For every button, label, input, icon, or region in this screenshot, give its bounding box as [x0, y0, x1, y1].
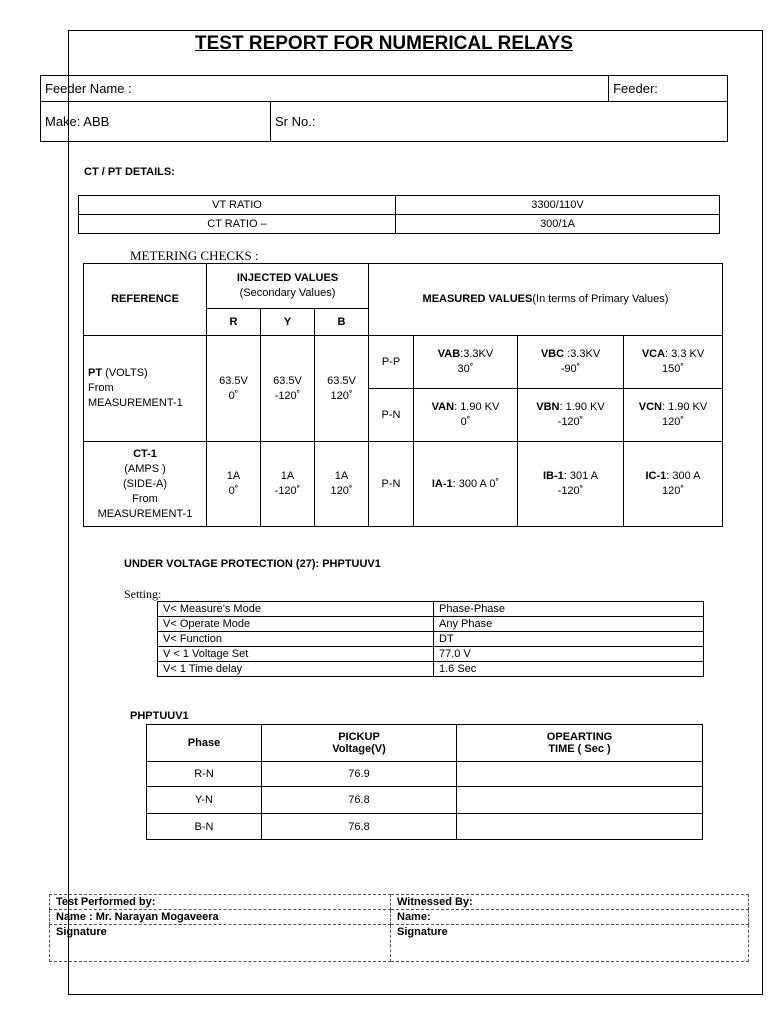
- witness-signature: Signature: [391, 925, 749, 962]
- pickup-table: [146, 724, 703, 840]
- feeder-header-table: [40, 75, 728, 142]
- vbc-value: VBC :3.3KV -90˚: [518, 336, 624, 389]
- witnessed-by: Witnessed By:: [391, 895, 749, 910]
- vt-ratio-label: VT RATIO: [79, 196, 396, 215]
- table-row: V< Measure’s Mode Phase-Phase: [158, 602, 704, 617]
- sr-no-cell: Sr No.:: [271, 102, 728, 142]
- metering-table: [83, 263, 723, 527]
- injected-title: INJECTED VALUES: [236, 272, 339, 284]
- table-row: V< Function DT: [158, 632, 704, 647]
- pt-b-value: 63.5V 120˚: [315, 336, 369, 442]
- ct-label: CT-1: [133, 447, 157, 460]
- vbn-value: VBN: 1.90 KV -120˚: [518, 389, 624, 442]
- performer-signature: Signature: [50, 925, 391, 962]
- vt-ratio-value: 3300/110V: [396, 196, 720, 215]
- feeder-cell: Feeder:: [609, 76, 728, 102]
- pickup-heading: PHPTUUV1: [130, 710, 189, 722]
- feeder-name-cell: Feeder Name :: [41, 76, 609, 102]
- pt-unit: (VOLTS): [102, 367, 148, 379]
- pt-reference: [84, 336, 207, 442]
- vab-value: VAB:3.3KV 30˚: [414, 336, 518, 389]
- make-cell: Make: ABB: [41, 102, 271, 142]
- pt-from: From: [88, 382, 114, 394]
- measured-header: [369, 264, 723, 336]
- vca-value: VCA: 3.3 KV 150˚: [624, 336, 723, 389]
- ia-value: IA-1: 300 A 0˚: [414, 442, 518, 527]
- pp-label: P-P: [369, 336, 414, 389]
- pn-label: P-N: [369, 389, 414, 442]
- injected-subtitle: (Secondary Values): [239, 287, 336, 299]
- ct-r-value: 1A 0˚: [207, 442, 261, 527]
- injected-header: [207, 264, 369, 309]
- y-header: Y: [261, 309, 315, 336]
- ctpt-table: [78, 195, 720, 234]
- ct-y-value: 1A -120˚: [261, 442, 315, 527]
- signoff-table: [49, 894, 749, 962]
- reference-header: REFERENCE: [84, 264, 207, 336]
- metering-heading: METERING CHECKS :: [130, 248, 259, 263]
- performer-name: Name : Mr. Narayan Mogaveera: [50, 910, 391, 925]
- pt-r-value: 63.5V 0˚: [207, 336, 261, 442]
- van-value: VAN: 1.90 KV 0˚: [414, 389, 518, 442]
- table-row: V< Operate Mode Any Phase: [158, 617, 704, 632]
- measured-title: MEASURED VALUES: [422, 293, 533, 305]
- ctpt-heading: CT / PT DETAILS:: [84, 166, 175, 178]
- pt-label: PT: [88, 367, 103, 379]
- time-header: OPEARTING TIME ( Sec ): [457, 725, 703, 762]
- phase-header: Phase: [147, 725, 262, 762]
- b-header: B: [315, 309, 369, 336]
- ct-b-value: 1A 120˚: [315, 442, 369, 527]
- witness-name: Name:: [391, 910, 749, 925]
- settings-table: [157, 601, 704, 677]
- measured-subtitle: (In terms of Primary Values): [532, 293, 669, 305]
- ct-pn-label: P-N: [369, 442, 414, 527]
- r-header: R: [207, 309, 261, 336]
- table-row: B-N 76.8: [147, 814, 703, 840]
- pt-y-value: 63.5V -120˚: [261, 336, 315, 442]
- table-row: [79, 196, 720, 215]
- table-row: Y-N 76.8: [147, 787, 703, 814]
- ct-ratio-label: CT RATIO –: [79, 215, 396, 234]
- pickup-header: PICKUP Voltage(V): [262, 725, 457, 762]
- pt-measurement: MEASUREMENT-1: [88, 397, 183, 409]
- ib-value: IB-1: 301 A -120˚: [518, 442, 624, 527]
- table-row: V < 1 Voltage Set 77.0 V: [158, 647, 704, 662]
- ct-ratio-value: 300/1A: [396, 215, 720, 234]
- ct-reference: CT-1 (AMPS ) (SIDE-A) From MEASUREMENT-1: [84, 442, 207, 527]
- vcn-value: VCN: 1.90 KV 120˚: [624, 389, 723, 442]
- performed-by: Test Performed by:: [50, 895, 391, 910]
- setting-label: Setting:: [124, 587, 162, 601]
- table-row: [79, 215, 720, 234]
- ic-value: IC-1: 300 A 120˚: [624, 442, 723, 527]
- uv-heading: UNDER VOLTAGE PROTECTION (27): PHPTUUV1: [124, 558, 381, 570]
- page-title: TEST REPORT FOR NUMERICAL RELAYS: [195, 33, 573, 54]
- table-row: R-N 76.9: [147, 762, 703, 787]
- table-row: V< 1 Time delay 1.6 Sec: [158, 662, 704, 677]
